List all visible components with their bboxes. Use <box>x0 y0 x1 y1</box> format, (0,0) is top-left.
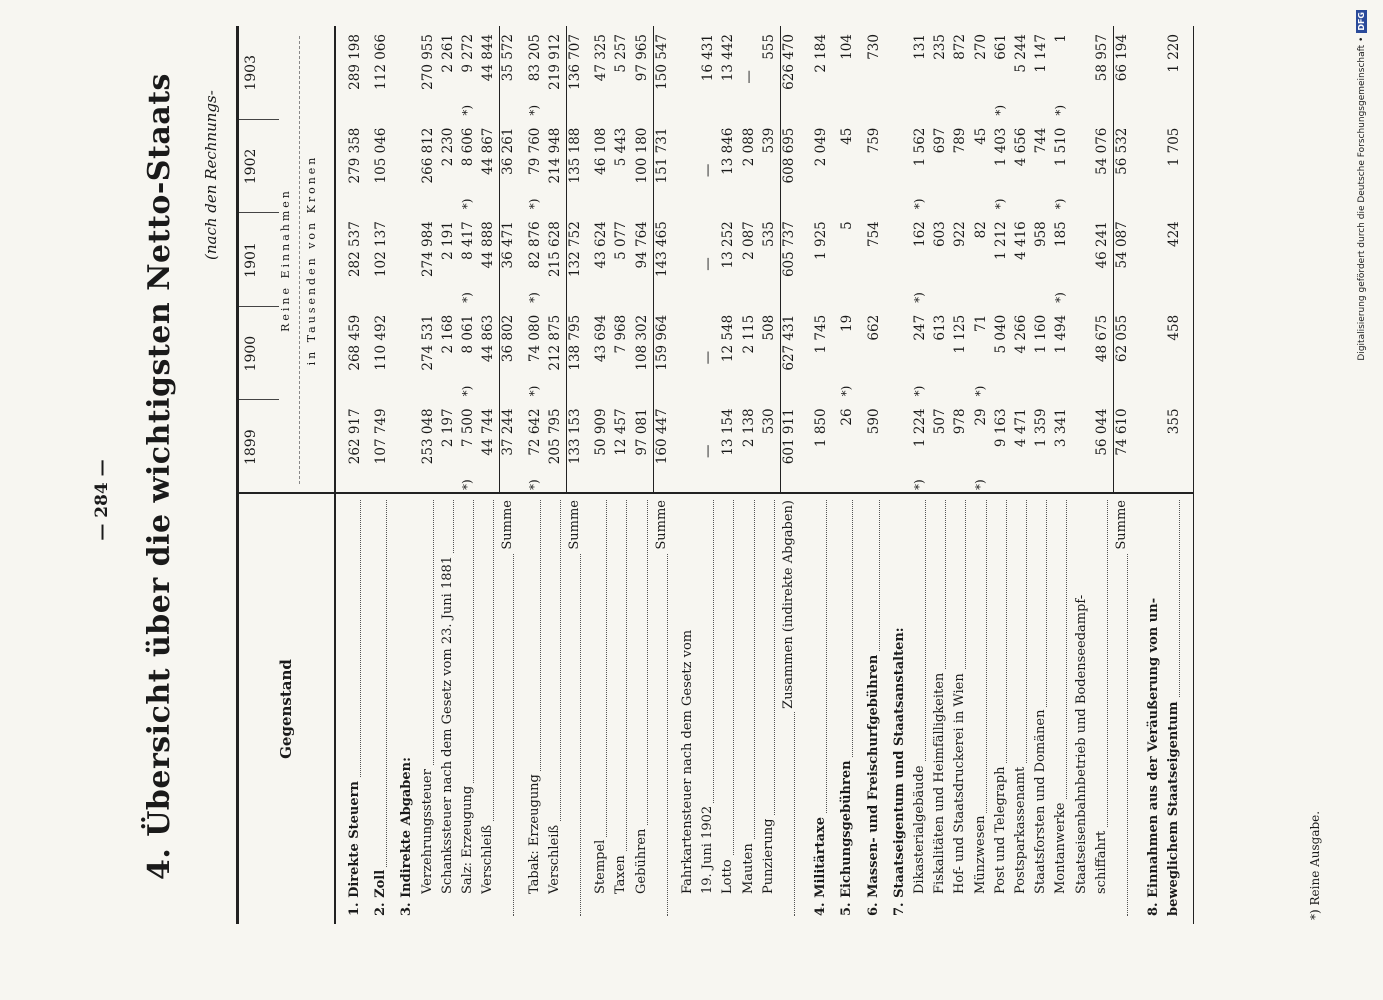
footnote-marker: *) <box>972 479 987 490</box>
table-cell: 44 844 <box>480 34 497 82</box>
table-cell: 82 <box>972 221 989 239</box>
table-cell: 50 909 <box>593 408 610 456</box>
table-cell: 151 731 <box>653 127 670 184</box>
table-cell: 1 <box>1053 34 1070 43</box>
row-label-text: 3. Indirekte Abgaben: <box>399 754 414 916</box>
table-cell: 66 194 <box>1114 34 1130 82</box>
table-cell: 214 948 <box>546 127 563 184</box>
footnote-marker: *) <box>912 385 926 397</box>
row-label-text: Schankssteuer nach dem Gesetz vom 23. Juni 1881 <box>440 553 455 894</box>
row-label-text: 8. Einnahmen aus der Veräußerung von un- <box>1146 595 1161 916</box>
table-cell: 759 <box>865 127 882 154</box>
sum-label <box>500 500 518 916</box>
table-cell: 1 220 <box>1166 34 1183 73</box>
table-cell: 46 241 <box>1093 221 1110 269</box>
table-cell: 282 537 <box>347 221 363 278</box>
table-cell: 105 046 <box>373 127 390 184</box>
sum-label <box>781 500 799 916</box>
row-label-text: Fahrkartensteuer nach dem Gesetz vom <box>680 627 695 894</box>
table-cell: 79 760 <box>526 127 543 175</box>
table-cell: 1 705 <box>1166 127 1183 167</box>
table-cell: 555 <box>760 34 777 60</box>
table-cell: 13 154 <box>720 408 737 456</box>
table-cell: 7 968 <box>613 314 630 354</box>
table-cell: 135 188 <box>567 127 583 184</box>
year-column-divider <box>239 119 279 120</box>
table-cell: 44 888 <box>480 221 497 269</box>
table-cell: 45 <box>972 127 989 145</box>
table-cell: 601 911 <box>781 408 797 465</box>
table-cell: 268 459 <box>347 314 363 371</box>
row-label-text: Münzwesen <box>973 813 988 894</box>
table-cell: 44 867 <box>480 127 497 175</box>
footnote-marker: *) <box>460 104 474 116</box>
row-label-text: Verschleiß <box>480 822 495 894</box>
row-label <box>347 500 365 916</box>
table-cell: 36 802 <box>500 314 517 363</box>
table-cell: 138 795 <box>567 314 583 371</box>
row-label-text: 5. Eichungsgebühren <box>839 757 854 916</box>
table-cell: 5 077 <box>613 221 630 260</box>
table-cell: 94 764 <box>633 221 650 269</box>
table-cell: 289 198 <box>347 34 363 90</box>
page-number: — 284 — <box>92 459 112 541</box>
table-cell: 13 846 <box>720 127 737 175</box>
footnote-marker: *) <box>460 198 474 210</box>
table-cell: 2 191 <box>439 221 456 260</box>
row-label <box>420 500 438 894</box>
row-label-text: Lotto <box>720 856 735 894</box>
table-cell: 102 137 <box>373 221 390 278</box>
row-label <box>912 500 930 894</box>
year-header-1902: 1902 <box>243 148 259 185</box>
table-cell: 744 <box>1033 127 1050 154</box>
table-cell: 270 955 <box>419 34 436 90</box>
table-cell: 1 403 <box>992 127 1009 167</box>
table-cell: 133 153 <box>567 408 583 465</box>
table-cell: 508 <box>760 314 777 341</box>
row-label <box>761 500 779 894</box>
footnote-marker: *) <box>526 198 541 210</box>
row-label-text: Punzierung <box>761 816 776 894</box>
table-cell: 1 850 <box>813 408 830 448</box>
row-label <box>634 500 652 894</box>
row-label <box>460 500 478 894</box>
table-cell: 2 261 <box>439 34 456 73</box>
leader-dots <box>386 500 387 916</box>
table-cell: 5 257 <box>613 34 630 73</box>
row-label <box>593 500 611 894</box>
table-cell: 1 562 <box>912 127 928 167</box>
table-cell: 36 471 <box>500 221 517 269</box>
header-divider <box>334 26 336 924</box>
table-cell: 37 244 <box>500 408 517 456</box>
sum-label <box>654 500 672 916</box>
table-cell: 56 044 <box>1093 408 1110 456</box>
column-header-gegenstand: Gegenstand <box>277 659 295 759</box>
table-cell: 62 055 <box>1114 314 1130 363</box>
table-cell: 978 <box>952 408 969 435</box>
row-label-text: 4. Militärtaxe <box>813 814 828 916</box>
table-cell: 608 695 <box>781 127 797 184</box>
table-cell: 355 <box>1166 408 1183 435</box>
table-cell: 110 492 <box>373 314 390 371</box>
unit-divider <box>299 36 300 484</box>
table-cell: 2 184 <box>813 34 830 73</box>
table-cell: 1 510 <box>1053 127 1070 167</box>
table-cell: 54 087 <box>1114 221 1130 269</box>
row-label-text: Verzehrungssteuer <box>420 766 435 894</box>
row-label-text: schiffahrt <box>1094 828 1109 894</box>
table-cell: 626 470 <box>781 34 797 90</box>
table-cell: 16 431 <box>700 34 717 82</box>
table-cell: 662 <box>865 314 882 341</box>
table-cell: 131 <box>912 34 928 60</box>
row-label-text: Staatseisenbahnbetrieb und Bodenseedampf- <box>1074 592 1089 894</box>
row-label-text: Summe <box>567 500 582 553</box>
table-cell: — <box>700 350 717 365</box>
table-cell: 8 061 <box>460 314 476 354</box>
table-cell: — <box>740 70 757 84</box>
table-cell: 274 984 <box>419 221 436 278</box>
row-label <box>1013 500 1031 894</box>
table-cell: 613 <box>932 314 949 341</box>
row-label <box>973 500 991 894</box>
row-label <box>813 500 831 916</box>
table-cell: 58 957 <box>1093 34 1110 82</box>
row-label-text: Mauten <box>741 840 756 894</box>
table-cell: 9 272 <box>460 34 476 73</box>
table-cell: 45 <box>839 127 856 145</box>
table-cell: 185 <box>1053 221 1070 247</box>
table-cell: 270 <box>972 34 989 60</box>
table-cell: 1 160 <box>1033 314 1050 354</box>
table-cell: 1 494 <box>1053 314 1070 354</box>
table-cell: 1 147 <box>1033 34 1050 73</box>
table-cell: 4 416 <box>1013 221 1029 260</box>
footnote-marker: *) <box>839 385 854 397</box>
table-cell: 44 744 <box>480 408 497 456</box>
table-cell: 160 447 <box>653 408 670 465</box>
row-label-text: 7. Staatseigentum und Staatsanstalten: <box>892 624 907 916</box>
table-cell: 13 252 <box>720 221 737 269</box>
table-cell: 535 <box>760 221 777 247</box>
row-label <box>1033 500 1051 894</box>
year-header-1901: 1901 <box>243 242 259 278</box>
table-cell: 1 224 <box>912 408 928 448</box>
table-cell: 958 <box>1033 221 1050 247</box>
row-label-text: 1. Direkte Steuern <box>347 778 362 916</box>
sum-label <box>1114 500 1132 916</box>
table-cell: — <box>700 444 717 458</box>
footnote-marker: *) <box>460 385 474 397</box>
table-cell: 159 964 <box>653 314 670 371</box>
footnote-marker: *) <box>460 292 474 303</box>
footnote: *) Reine Ausgabe. <box>1308 810 1322 920</box>
row-label-text: beweglichem Staatseigentum <box>1166 698 1181 916</box>
revenue-table <box>236 26 1194 924</box>
table-cell: 12 548 <box>720 314 737 363</box>
footnote-marker: *) <box>992 198 1007 210</box>
dfg-credit-text: Digitalisierung gefördert durch die Deutsche Forschungsgemeinschaft • <box>1357 36 1367 361</box>
table-cell: 56 532 <box>1114 127 1130 175</box>
table-cell: 162 <box>912 221 928 247</box>
table-cell: 4 266 <box>1013 314 1029 354</box>
row-label-text: Gebühren <box>634 826 649 894</box>
table-cell: 108 302 <box>633 314 650 371</box>
row-label-text: Tabak: Erzeugung <box>527 771 542 894</box>
table-cell: 590 <box>865 408 882 435</box>
table-cell: 26 <box>839 408 856 426</box>
row-label-text: 2. Zoll <box>373 867 388 916</box>
table-cell: 789 <box>952 127 969 154</box>
leader-dots <box>513 500 514 916</box>
row-label-text: Staatsforsten und Domänen <box>1033 707 1048 894</box>
table-cell: 279 358 <box>347 127 363 184</box>
footnote-marker: *) <box>972 385 987 397</box>
footnote-marker: *) <box>1053 104 1068 116</box>
table-cell: 730 <box>865 34 882 60</box>
table-cell: 107 749 <box>373 408 390 465</box>
table-cell: 872 <box>952 34 969 60</box>
table-cell: 266 812 <box>419 127 436 184</box>
year-header-1900: 1900 <box>243 335 259 372</box>
table-cell: 5 040 <box>992 314 1009 354</box>
table-cell: 262 917 <box>347 408 363 465</box>
row-label-text: Post und Telegraph <box>993 764 1008 894</box>
row-label <box>741 500 759 894</box>
table-cell: 5 <box>839 221 856 230</box>
row-label <box>680 500 698 894</box>
dfg-logo: DFG <box>1357 12 1366 31</box>
table-cell: 35 572 <box>500 34 517 82</box>
table-cell: 603 <box>932 221 949 247</box>
table-cell: 104 <box>839 34 856 60</box>
unit-label-reine-einnahmen: Reine Einnahmen <box>279 188 292 332</box>
page-title: 4. Übersicht über die wichtigsten Netto-Staats <box>142 73 177 880</box>
row-label <box>1053 500 1071 894</box>
table-cell: 539 <box>760 127 777 154</box>
table-cell: 627 431 <box>781 314 797 371</box>
row-label <box>839 500 857 916</box>
row-label <box>1074 500 1092 894</box>
table-cell: 54 076 <box>1093 127 1110 175</box>
table-cell: 46 108 <box>593 127 610 175</box>
row-label-text: Verschleiß <box>547 822 562 894</box>
table-cell: 82 876 <box>526 221 543 269</box>
row-label <box>480 500 498 894</box>
leader-dots <box>606 500 607 894</box>
table-cell: 2 230 <box>439 127 456 167</box>
year-column-divider <box>239 212 279 213</box>
table-cell: 97 965 <box>633 34 650 82</box>
row-label-text: Salz: Erzeugung <box>460 783 475 894</box>
footnote-marker: *) <box>912 292 926 303</box>
table-cell: 136 707 <box>567 34 583 90</box>
table-cell: 605 737 <box>781 221 797 278</box>
table-cell: 2 138 <box>740 408 757 448</box>
row-label <box>720 500 738 894</box>
row-label <box>547 500 565 894</box>
table-cell: 2 088 <box>740 127 757 167</box>
sum-label <box>567 500 585 916</box>
row-label <box>993 500 1011 894</box>
table-cell: 3 341 <box>1053 408 1070 448</box>
footnote-marker: *) <box>1053 198 1068 210</box>
table-cell: 44 863 <box>480 314 497 363</box>
row-label <box>1094 500 1112 894</box>
leader-dots <box>580 500 581 916</box>
table-cell: 100 180 <box>633 127 650 184</box>
row-label <box>892 500 910 916</box>
table-cell: 19 <box>839 314 856 332</box>
table-cell: 274 531 <box>419 314 436 371</box>
table-cell: 74 610 <box>1114 408 1130 456</box>
row-label <box>866 500 884 916</box>
year-column-divider <box>239 399 279 400</box>
footnote-marker: *) <box>526 292 541 303</box>
table-cell: 132 752 <box>567 221 583 278</box>
row-label-text: Fiskalitäten und Heimfälligkeiten <box>932 670 947 894</box>
row-label <box>1146 500 1164 916</box>
row-label-text: 6. Massen- und Freischurfgebühren <box>866 652 881 916</box>
row-label-text: Stempel <box>593 837 608 894</box>
table-cell: 13 442 <box>720 34 737 82</box>
year-header-1903: 1903 <box>243 55 259 91</box>
table-cell: 212 875 <box>546 314 563 371</box>
table-cell: 8 417 <box>460 221 476 260</box>
table-cell: 5 443 <box>613 127 630 167</box>
table-cell: 235 <box>932 34 949 60</box>
table-cell: 71 <box>972 314 989 332</box>
row-label <box>527 500 545 894</box>
table-cell: 661 <box>992 34 1009 60</box>
leader-dots <box>626 500 627 894</box>
footnote-marker: *) <box>526 385 541 397</box>
table-cell: 530 <box>760 408 777 435</box>
table-cell: 29 <box>972 408 989 426</box>
table-cell: 74 080 <box>526 314 543 363</box>
table-cell: 219 912 <box>546 34 563 90</box>
row-label <box>700 500 718 894</box>
table-cell: 83 205 <box>526 34 543 82</box>
year-header-1899: 1899 <box>243 429 259 466</box>
table-cell: 8 606 <box>460 127 476 167</box>
leader-dots <box>667 500 668 916</box>
table-cell: 1 125 <box>952 314 969 354</box>
unit-label-tausend-kronen: in Tausenden von Kronen <box>305 154 318 366</box>
row-label <box>399 500 417 916</box>
table-cell: 47 325 <box>593 34 610 82</box>
footnote-marker: *) <box>460 479 474 490</box>
table-cell: 2 087 <box>740 221 757 260</box>
year-column-divider <box>239 306 279 307</box>
table-cell: — <box>700 163 717 178</box>
table-cell: 4 471 <box>1013 408 1029 448</box>
row-label <box>440 500 458 894</box>
table-cell: 9 163 <box>992 408 1009 448</box>
table-cell: 1 925 <box>813 221 830 260</box>
footnote-marker: *) <box>912 479 926 490</box>
table-cell: 215 628 <box>546 221 563 278</box>
footnote-marker: *) <box>526 479 541 490</box>
row-label-text: 19. Juni 1902 <box>700 803 715 894</box>
row-label-text: Montanwerke <box>1053 800 1068 894</box>
row-label-text: Zusammen (indirekte Abgaben) <box>781 500 796 712</box>
leader-dots <box>1127 500 1128 916</box>
page-subtitle: (nach den Rechnungs- <box>202 90 220 260</box>
table-cell: 507 <box>932 408 949 435</box>
table-cell: 697 <box>932 127 949 154</box>
row-label-text: Postsparkassenamt <box>1013 764 1028 894</box>
table-cell: 2 049 <box>813 127 830 167</box>
table-cell: 7 500 <box>460 408 476 448</box>
row-label <box>952 500 970 894</box>
table-cell: 1 212 <box>992 221 1009 260</box>
table-cell: 97 081 <box>633 408 650 456</box>
row-label-text: Taxen <box>613 852 628 894</box>
table-cell: 247 <box>912 314 928 341</box>
table-cell: 4 656 <box>1013 127 1029 167</box>
table-cell: 12 457 <box>613 408 630 456</box>
table-cell: 2 197 <box>439 408 456 448</box>
table-cell: 754 <box>865 221 882 247</box>
table-cell: 2 168 <box>439 314 456 354</box>
dfg-credit <box>1356 10 1367 1000</box>
table-cell: 36 261 <box>500 127 517 175</box>
table-cell: 205 795 <box>546 408 563 465</box>
table-cell: 143 465 <box>653 221 670 278</box>
row-label <box>1166 500 1184 916</box>
table-cell: 253 048 <box>419 408 436 465</box>
leader-dots <box>733 500 734 894</box>
table-cell: 72 642 <box>526 408 543 456</box>
row-label-text: Dikasterialgebäude <box>912 762 927 894</box>
table-cell: 424 <box>1166 221 1183 247</box>
table-cell: 48 675 <box>1093 314 1110 363</box>
table-cell: 458 <box>1166 314 1183 341</box>
table-cell: 43 624 <box>593 221 610 269</box>
row-label-text: Hof- und Staatsdruckerei in Wien <box>952 670 967 894</box>
leader-dots <box>754 500 755 894</box>
row-label-text: Summe <box>500 500 515 553</box>
table-cell: 43 694 <box>593 314 610 363</box>
row-label <box>613 500 631 894</box>
row-label <box>932 500 950 894</box>
footnote-marker: *) <box>1053 292 1068 303</box>
footnote-marker: *) <box>526 104 541 116</box>
column-divider <box>239 492 1193 494</box>
table-cell: 112 066 <box>373 34 390 90</box>
row-label <box>373 500 391 916</box>
row-label-text: Summe <box>654 500 669 553</box>
footnote-marker: *) <box>992 104 1007 116</box>
footnote-marker: *) <box>912 198 926 210</box>
table-cell: 150 547 <box>653 34 670 90</box>
table-cell: 1 745 <box>813 314 830 354</box>
table-cell: — <box>700 257 717 271</box>
table-cell: 2 115 <box>740 314 757 354</box>
table-cell: 922 <box>952 221 969 247</box>
table-cell: 1 359 <box>1033 408 1050 448</box>
table-cell: 5 244 <box>1013 34 1029 73</box>
row-label-text: Summe <box>1114 500 1129 553</box>
